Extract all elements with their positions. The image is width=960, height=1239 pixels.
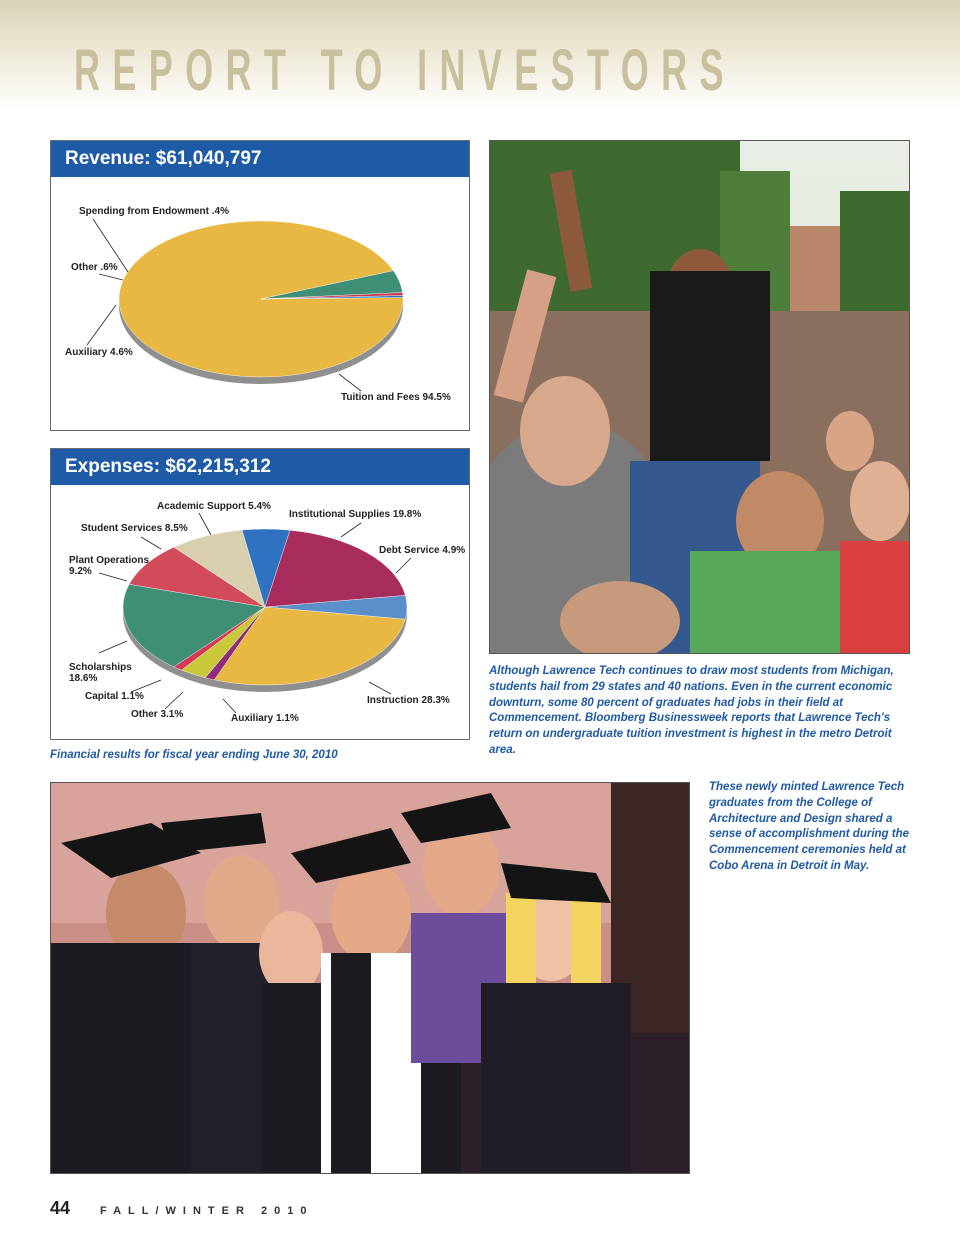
leader-line-other: [165, 692, 183, 709]
leader-line-debt-service: [396, 558, 411, 573]
revenue-pie-chart: [51, 177, 469, 430]
expenses-pie-chart: [51, 485, 469, 739]
leader-line-plant-operations: [99, 573, 127, 581]
label-tuition-and-fees: Tuition and Fees 94.5%: [341, 392, 451, 403]
leader-line-auxiliary: [87, 305, 116, 345]
leader-line-auxiliary: [223, 699, 236, 713]
leader-line-tuition-and-fees: [339, 374, 361, 391]
leader-line-institutional-supplies: [341, 523, 361, 537]
label-instruction: Instruction 28.3%: [367, 695, 450, 706]
students-photo: [489, 140, 910, 654]
label-student-services: Student Services 8.5%: [81, 523, 188, 534]
label-plant-operations: Plant Operations 9.2%: [69, 555, 150, 577]
expenses-heading: Expenses: $62,215,312: [51, 449, 469, 485]
pie-slice-institutional-supplies: [265, 530, 405, 607]
graduates-photo-caption: These newly minted Lawrence Tech graduates from the College of Architecture and Design shared a sense of accomplishment during the Commencement ceremonies held at Cobo Arena in Detroit in May.: [709, 781, 910, 872]
leader-line-instruction: [369, 682, 391, 694]
issue-label: [100, 1205, 313, 1217]
label-spending-from-endowment: Spending from Endowment .4%: [79, 206, 230, 217]
leader-line-student-services: [141, 537, 161, 549]
label-capital: Capital 1.1%: [85, 691, 144, 702]
leader-line-scholarships: [99, 641, 127, 653]
students-photo-caption: Although Lawrence Tech continues to draw most students from Michigan, students hail from 29 states and 40 nations. Even in the current economic downturn, some 80 percent of graduates had jobs in their field at Commencement. Bloomberg Businessweek reports that Lawrence Tech's return on undergraduate tuition investment is highest in the metro Detroit area.: [489, 665, 894, 756]
label-debt-service: Debt Service 4.9%: [379, 545, 466, 556]
label-other: Other .6%: [71, 262, 118, 273]
label-other: Other 3.1%: [131, 709, 184, 720]
page-number: 44: [50, 1198, 71, 1218]
label-auxiliary: Auxiliary 4.6%: [65, 347, 133, 358]
page-header: [0, 0, 960, 112]
issue-text: FALL/WINTER 2010: [100, 1205, 314, 1217]
label-auxiliary: Auxiliary 1.1%: [231, 713, 299, 724]
revenue-chart-panel: [50, 140, 470, 431]
leader-line-other: [99, 274, 123, 280]
financial-results-caption: Financial results for fiscal year ending June 30, 2010: [50, 749, 338, 761]
revenue-heading: Revenue: $61,040,797: [51, 141, 469, 177]
expenses-chart-panel: [50, 448, 470, 740]
leader-line-academic-support: [199, 513, 211, 535]
label-institutional-supplies: Institutional Supplies 19.8%: [289, 509, 422, 520]
page-title: REPORT TO INVESTORS: [74, 38, 736, 103]
graduates-photo: [50, 782, 690, 1174]
label-academic-support: Academic Support 5.4%: [157, 501, 271, 512]
label-scholarships: Scholarships 18.6%: [69, 662, 132, 684]
